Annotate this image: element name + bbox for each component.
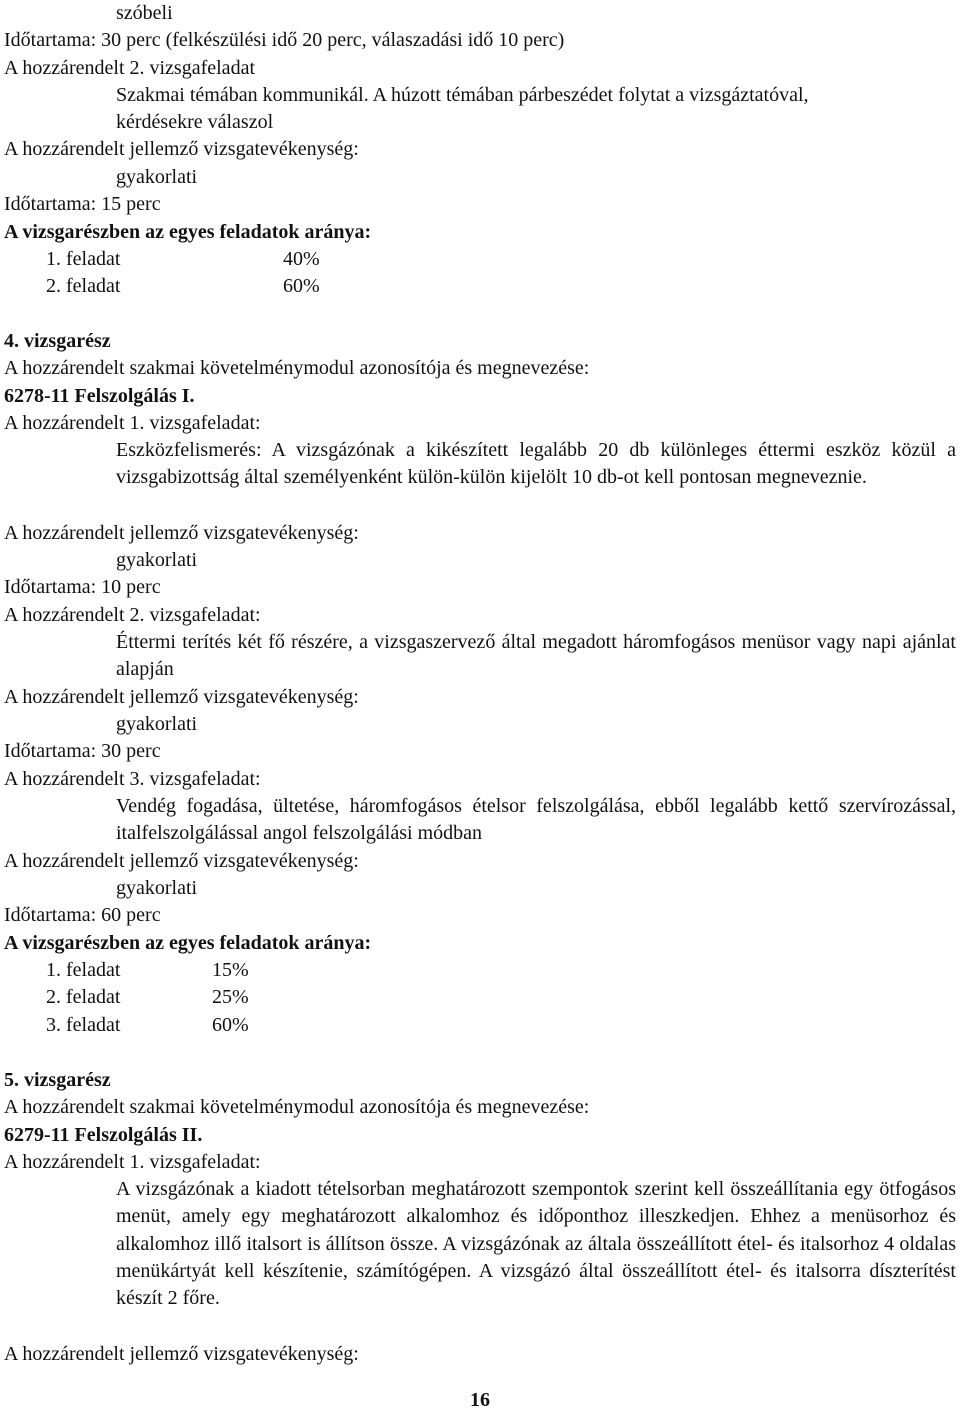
exam-type-text: szóbeli — [116, 2, 173, 24]
ratio-percent: 25% — [212, 986, 249, 1008]
activity-label: A hozzárendelt jellemző vizsgatevékenység: — [4, 138, 359, 160]
duration-text: Időtartama: 60 perc — [4, 904, 161, 926]
ratio-task-label: 1. feladat — [46, 959, 121, 981]
task-header: A hozzárendelt 1. vizsgafeladat: — [4, 1151, 261, 1173]
task-description: Vendég fogadása, ültetése, háromfogásos ételsor felszolgálása, ebből legalább kettő szervírozással, italfelszolgálással angol felszolgálási módban — [116, 795, 956, 845]
section-heading: 5. vizsgarész — [4, 1069, 111, 1091]
ratio-task-label: 2. feladat — [46, 986, 121, 1008]
activity-label: A hozzárendelt jellemző vizsgatevékenység: — [4, 686, 359, 708]
activity-label: A hozzárendelt jellemző vizsgatevékenység: — [4, 850, 359, 872]
task-description: A vizsgázónak a kiadott tételsorban meghatározott szempontok szerint kell összeállítania egy ötfogásos menüt, amely egy meghatározott alkalomhoz és időponthoz illeszkedjen. Ehhez a menüsorhoz és alkalomhoz illő italsort is állítson össze. A vizsgázónak az általa összeállított étel- és italsorhoz 4 oldalas menükártyát kell készítenie, számítógépen. A vizsgázó által összeállított étel- és italsorra díszterítést készít 2 főre. — [116, 1178, 956, 1310]
task-header: A hozzárendelt 3. vizsgafeladat: — [4, 768, 261, 790]
activity-value: gyakorlati — [116, 166, 198, 188]
activity-value: gyakorlati — [116, 713, 198, 735]
activity-label: A hozzárendelt jellemző vizsgatevékenység: — [4, 1343, 359, 1365]
task-header: A hozzárendelt 2. vizsgafeladat: — [4, 604, 261, 626]
ratio-heading: A vizsgarészben az egyes feladatok aránya: — [4, 221, 372, 243]
page-number: 16 — [470, 1389, 490, 1411]
duration-text: Időtartama: 15 perc — [4, 193, 161, 215]
module-label: A hozzárendelt szakmai követelménymodul azonosítója és megnevezése: — [4, 1096, 590, 1118]
ratio-task-label: 1. feladat — [46, 248, 121, 270]
ratio-heading: A vizsgarészben az egyes feladatok aránya: — [4, 932, 372, 954]
activity-value: gyakorlati — [116, 549, 198, 571]
activity-label: A hozzárendelt jellemző vizsgatevékenység: — [4, 522, 359, 544]
task-description: Éttermi terítés két fő részére, a vizsgaszervező által megadott háromfogásos menüsor vagy napi ajánlat alapján — [116, 631, 956, 681]
ratio-percent: 60% — [283, 275, 320, 297]
ratio-percent: 60% — [212, 1014, 249, 1036]
ratio-task-label: 2. feladat — [46, 275, 121, 297]
task-description: kérdésekre válaszol — [116, 111, 274, 133]
ratio-percent: 15% — [212, 959, 249, 981]
section-heading: 4. vizsgarész — [4, 330, 111, 352]
duration-text: Időtartama: 30 perc (felkészülési idő 20 perc, válaszadási idő 10 perc) — [4, 29, 565, 51]
task-description: Eszközfelismerés: A vizsgázónak a kikészített legalább 20 db különleges éttermi eszköz közül a vizsgabizottság által személyenként külön-külön kijelölt 10 db-ot kell pontosan megneveznie. — [116, 439, 956, 489]
ratio-task-label: 3. feladat — [46, 1014, 121, 1036]
task-description: Szakmai témában kommunikál. A húzott témában párbeszédet folytat a vizsgáztatóval, — [116, 84, 809, 106]
task-header: A hozzárendelt 2. vizsgafeladat — [4, 57, 255, 79]
module-name: 6279-11 Felszolgálás II. — [4, 1124, 203, 1146]
module-label: A hozzárendelt szakmai követelménymodul azonosítója és megnevezése: — [4, 357, 590, 379]
module-name: 6278-11 Felszolgálás I. — [4, 385, 195, 407]
activity-value: gyakorlati — [116, 877, 198, 899]
task-header: A hozzárendelt 1. vizsgafeladat: — [4, 412, 261, 434]
duration-text: Időtartama: 10 perc — [4, 576, 161, 598]
ratio-percent: 40% — [283, 248, 320, 270]
duration-text: Időtartama: 30 perc — [4, 740, 161, 762]
